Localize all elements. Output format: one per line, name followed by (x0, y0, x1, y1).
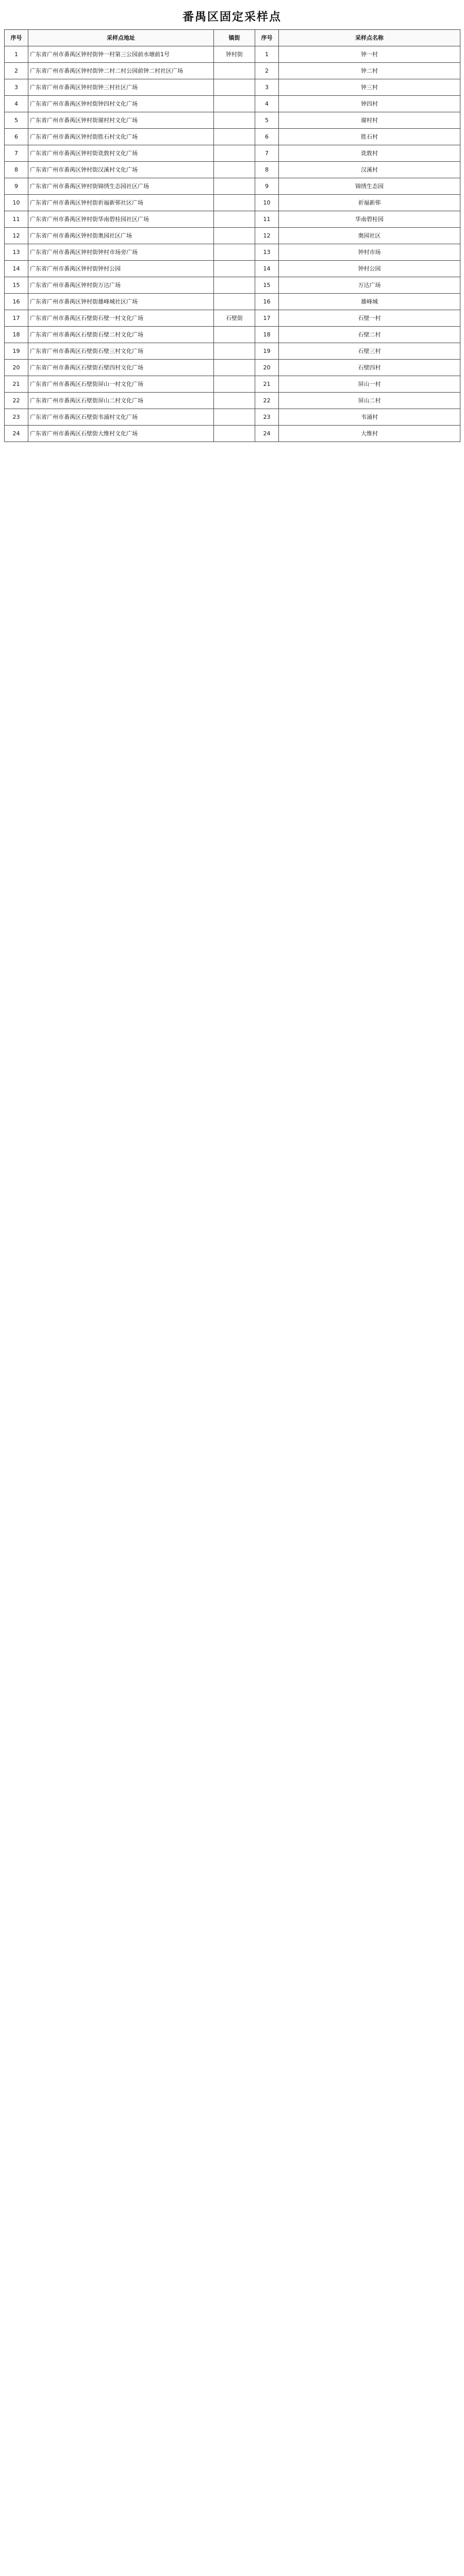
table-row (5, 360, 460, 376)
cell-address: 广东省广州市番禺区钟村街华南碧桂园社区广场 (28, 211, 214, 228)
cell-town (214, 211, 255, 228)
table-row (5, 244, 460, 261)
cell-name: 石壁一村 (279, 310, 460, 327)
cell-no: 20 (5, 360, 28, 376)
cell-no2: 14 (255, 261, 279, 277)
cell-town (214, 145, 255, 162)
table-row (5, 63, 460, 79)
cell-address: 广东省广州市番禺区钟村街谢村村文化广场 (28, 112, 214, 129)
sampling-points-table (4, 29, 460, 442)
cell-name: 汉溪村 (279, 162, 460, 178)
cell-name: 大维村 (279, 426, 460, 442)
cell-name: 钟村市场 (279, 244, 460, 261)
cell-no: 6 (5, 129, 28, 145)
cell-name: 诜敦村 (279, 145, 460, 162)
cell-town (214, 162, 255, 178)
cell-name: 屏山一村 (279, 376, 460, 393)
cell-no2: 15 (255, 277, 279, 294)
header-address: 采样点地址 (28, 30, 214, 46)
cell-town (214, 195, 255, 211)
table-body (5, 46, 460, 442)
cell-no2: 7 (255, 145, 279, 162)
cell-no: 5 (5, 112, 28, 129)
table-row (5, 277, 460, 294)
table-row (5, 261, 460, 277)
cell-no2: 24 (255, 426, 279, 442)
table-row (5, 145, 460, 162)
cell-address: 广东省广州市番禺区石壁街石壁一村文化广场 (28, 310, 214, 327)
cell-no2: 6 (255, 129, 279, 145)
table-row (5, 178, 460, 195)
cell-address: 广东省广州市番禺区钟村街钟村公园 (28, 261, 214, 277)
cell-no2: 8 (255, 162, 279, 178)
cell-no: 21 (5, 376, 28, 393)
cell-town (214, 376, 255, 393)
cell-name: 谢村村 (279, 112, 460, 129)
cell-no: 13 (5, 244, 28, 261)
cell-no: 15 (5, 277, 28, 294)
cell-no2: 20 (255, 360, 279, 376)
cell-address: 广东省广州市番禺区钟村街钟四村文化广场 (28, 96, 214, 112)
table-row (5, 376, 460, 393)
cell-town: 石壁街 (214, 310, 255, 327)
cell-town (214, 343, 255, 360)
cell-address: 广东省广州市番禺区钟村街万达广场 (28, 277, 214, 294)
header-name: 采样点名称 (279, 30, 460, 46)
cell-no: 4 (5, 96, 28, 112)
cell-no: 16 (5, 294, 28, 310)
cell-address: 广东省广州市番禺区石壁街石壁三村文化广场 (28, 343, 214, 360)
table-header-row (5, 30, 460, 46)
cell-no2: 5 (255, 112, 279, 129)
cell-address: 广东省广州市番禺区钟村街胜石村文化广场 (28, 129, 214, 145)
cell-address: 广东省广州市番禺区钟村街诜敦村文化广场 (28, 145, 214, 162)
cell-no: 8 (5, 162, 28, 178)
table-row (5, 228, 460, 244)
cell-name: 钟二村 (279, 63, 460, 79)
cell-name: 华南碧桂园 (279, 211, 460, 228)
cell-name: 石壁三村 (279, 343, 460, 360)
cell-no: 10 (5, 195, 28, 211)
cell-name: 钟村公园 (279, 261, 460, 277)
table-row (5, 129, 460, 145)
cell-name: 钟三村 (279, 79, 460, 96)
cell-address: 广东省广州市番禺区钟村街奥园社区广场 (28, 228, 214, 244)
cell-address: 广东省广州市番禺区石壁街石壁四村文化广场 (28, 360, 214, 376)
cell-town (214, 426, 255, 442)
cell-town (214, 129, 255, 145)
cell-no: 3 (5, 79, 28, 96)
cell-no: 2 (5, 63, 28, 79)
cell-name: 钟四村 (279, 96, 460, 112)
cell-address: 广东省广州市番禺区钟村街汉溪村文化广场 (28, 162, 214, 178)
cell-no2: 17 (255, 310, 279, 327)
cell-name: 雄峰城 (279, 294, 460, 310)
cell-no: 9 (5, 178, 28, 195)
table-row (5, 294, 460, 310)
cell-address: 广东省广州市番禺区石壁街屏山二村文化广场 (28, 393, 214, 409)
table-row (5, 96, 460, 112)
cell-town (214, 294, 255, 310)
table-row (5, 79, 460, 96)
page-title: 番禺区固定采样点 (182, 11, 281, 24)
cell-address: 广东省广州市番禺区钟村街锦绣生态园社区广场 (28, 178, 214, 195)
cell-address: 广东省广州市番禺区钟村街钟三村社区广场 (28, 79, 214, 96)
cell-address: 广东省广州市番禺区石壁街韦涌村文化广场 (28, 409, 214, 426)
cell-address: 广东省广州市番禺区钟村街雄峰城社区广场 (28, 294, 214, 310)
cell-town (214, 327, 255, 343)
cell-no2: 13 (255, 244, 279, 261)
continuation-note (4, 442, 460, 447)
table-row (5, 211, 460, 228)
cell-town (214, 96, 255, 112)
cell-no2: 21 (255, 376, 279, 393)
cell-name: 万达广场 (279, 277, 460, 294)
cell-town (214, 244, 255, 261)
cell-name: 奥园社区 (279, 228, 460, 244)
cell-no2: 23 (255, 409, 279, 426)
table-row (5, 195, 460, 211)
cell-no: 1 (5, 46, 28, 63)
table-row (5, 343, 460, 360)
table-continuation-area (4, 442, 460, 2576)
header-town: 镇街 (214, 30, 255, 46)
cell-no: 7 (5, 145, 28, 162)
cell-no: 14 (5, 261, 28, 277)
cell-no2: 16 (255, 294, 279, 310)
cell-no: 18 (5, 327, 28, 343)
cell-town (214, 360, 255, 376)
header-no: 序号 (5, 30, 28, 46)
table-row (5, 310, 460, 327)
cell-town (214, 228, 255, 244)
cell-no2: 22 (255, 393, 279, 409)
table-row (5, 409, 460, 426)
cell-no2: 11 (255, 211, 279, 228)
cell-town: 钟村街 (214, 46, 255, 63)
cell-no: 24 (5, 426, 28, 442)
cell-town (214, 178, 255, 195)
table-row (5, 327, 460, 343)
cell-name: 锦绣生态园 (279, 178, 460, 195)
cell-no: 22 (5, 393, 28, 409)
cell-no: 11 (5, 211, 28, 228)
cell-no2: 10 (255, 195, 279, 211)
cell-name: 石壁二村 (279, 327, 460, 343)
table-row (5, 112, 460, 129)
cell-no2: 2 (255, 63, 279, 79)
table-row (5, 162, 460, 178)
cell-address: 广东省广州市番禺区钟村街钟村市场旁广场 (28, 244, 214, 261)
cell-name: 屏山二村 (279, 393, 460, 409)
cell-name: 胜石村 (279, 129, 460, 145)
cell-no2: 3 (255, 79, 279, 96)
table-row (5, 393, 460, 409)
cell-no2: 1 (255, 46, 279, 63)
cell-no2: 9 (255, 178, 279, 195)
cell-no2: 19 (255, 343, 279, 360)
cell-town (214, 277, 255, 294)
cell-name: 钟一村 (279, 46, 460, 63)
cell-address: 广东省广州市番禺区钟村街钟一村第三公园前水塘前1号 (28, 46, 214, 63)
cell-no: 17 (5, 310, 28, 327)
cell-no: 19 (5, 343, 28, 360)
table-row (5, 46, 460, 63)
cell-no2: 4 (255, 96, 279, 112)
cell-no2: 12 (255, 228, 279, 244)
cell-town (214, 393, 255, 409)
cell-no: 12 (5, 228, 28, 244)
cell-town (214, 79, 255, 96)
cell-name: 祈福新邨 (279, 195, 460, 211)
cell-address: 广东省广州市番禺区石壁街石壁二村文化广场 (28, 327, 214, 343)
cell-town (214, 409, 255, 426)
cell-town (214, 112, 255, 129)
cell-name: 韦涌村 (279, 409, 460, 426)
cell-town (214, 63, 255, 79)
cell-address: 广东省广州市番禺区钟村街钟二村二村公园前钟二村社区广场 (28, 63, 214, 79)
cell-no: 23 (5, 409, 28, 426)
cell-name: 石壁四村 (279, 360, 460, 376)
cell-no2: 18 (255, 327, 279, 343)
cell-address: 广东省广州市番禺区石壁街屏山一村文化广场 (28, 376, 214, 393)
table-row (5, 426, 460, 442)
cell-town (214, 261, 255, 277)
cell-address: 广东省广州市番禺区钟村街祈福新邨社区广场 (28, 195, 214, 211)
cell-address: 广东省广州市番禺区石壁街大维村文化广场 (28, 426, 214, 442)
header-no2: 序号 (255, 30, 279, 46)
